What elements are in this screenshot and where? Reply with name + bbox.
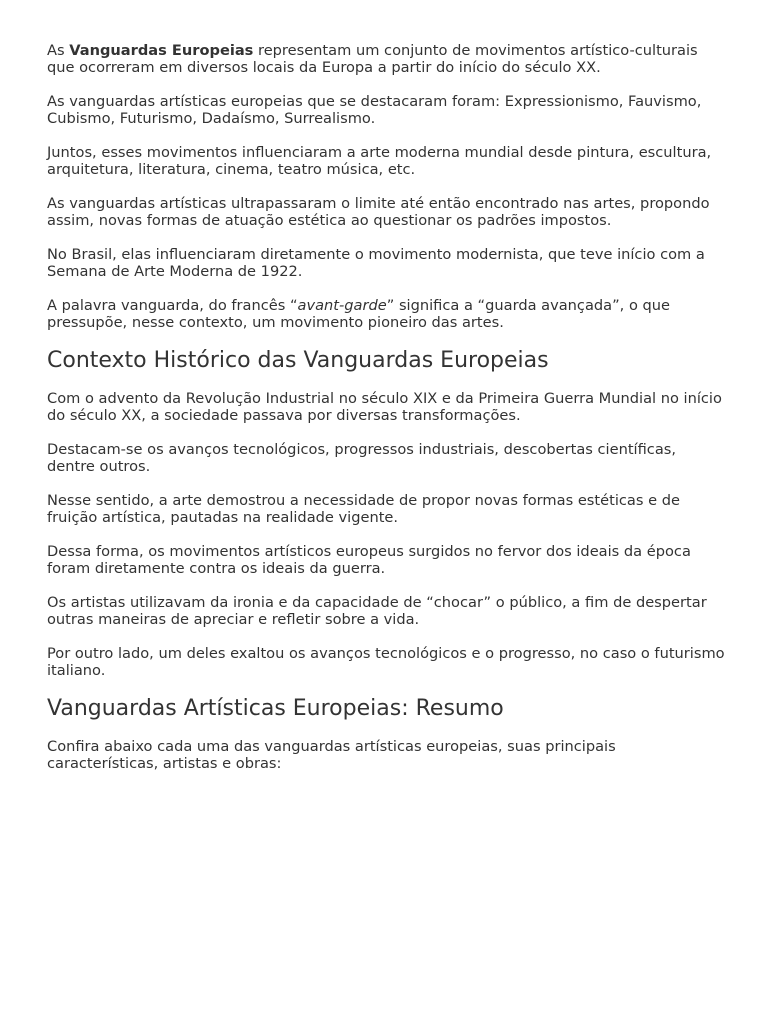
intro-paragraph-5: No Brasil, elas influenciaram diretamente o movimento modernista, que teve início com a Semana de Arte Moderna de 1922. [47,246,705,280]
intro-p1-bold-term: Vanguardas Europeias [69,42,254,59]
intro-paragraph-1 [47,42,728,76]
intro-p6-after: ” significa a “guarda avançada”, o que pressupõe, nesse contexto, um movimento pioneiro das artes. [47,297,671,331]
intro-paragraph-6 [47,297,728,331]
section1-paragraph: Com o advento da Revolução Industrial no século XIX e da Primeira Guerra Mundial no início do século XX, a sociedade passava por diversas transformações. [47,390,722,424]
section1-paragraph: Os artistas utilizavam da ironia e da capacidade de “chocar” o público, a fim de despertar outras maneiras de apreciar e refletir sobre a vida. [47,594,707,628]
section1-paragraph: Por outro lado, um deles exaltou os avanços tecnológicos e o progresso, no caso o futurismo italiano. [47,645,725,679]
section-heading-resumo: Vanguardas Artísticas Europeias: Resumo [47,696,504,721]
section1-paragraph: Nesse sentido, a arte demostrou a necessidade de propor novas formas estéticas e de fruição artística, pautadas na realidade vigente. [47,492,680,526]
intro-p6-before: A palavra vanguarda, do francês “ [47,297,298,314]
intro-p6-italic-term: avant-garde [297,297,387,314]
section1-paragraph: Dessa forma, os movimentos artísticos europeus surgidos no fervor dos ideais da época foram diretamente contra os ideais da guerra. [47,543,691,577]
section2-paragraph: Confira abaixo cada uma das vanguardas artísticas europeias, suas principais características, artistas e obras: [47,738,616,772]
intro-paragraph-4: As vanguardas artísticas ultrapassaram o limite até então encontrado nas artes, propondo assim, novas formas de atuação estética ao questionar os padrões impostos. [47,195,710,229]
intro-paragraph-2: As vanguardas artísticas europeias que se destacaram foram: Expressionismo, Fauvismo, Cubismo, Futurismo, Dadaísmo, Surrealismo. [47,93,702,127]
section-heading-contexto: Contexto Histórico das Vanguardas Europeias [47,348,549,373]
intro-p1-before: As [47,42,70,59]
section1-paragraph: Destacam-se os avanços tecnológicos, progressos industriais, descobertas científicas, dentre outros. [47,441,677,475]
intro-p1-after: representam um conjunto de movimentos artístico-culturais que ocorreram em diversos locais da Europa a partir do início do século XX. [47,42,698,76]
intro-paragraph-3: Juntos, esses movimentos influenciaram a arte moderna mundial desde pintura, escultura, arquitetura, literatura, cinema, teatro música, etc. [47,144,712,178]
